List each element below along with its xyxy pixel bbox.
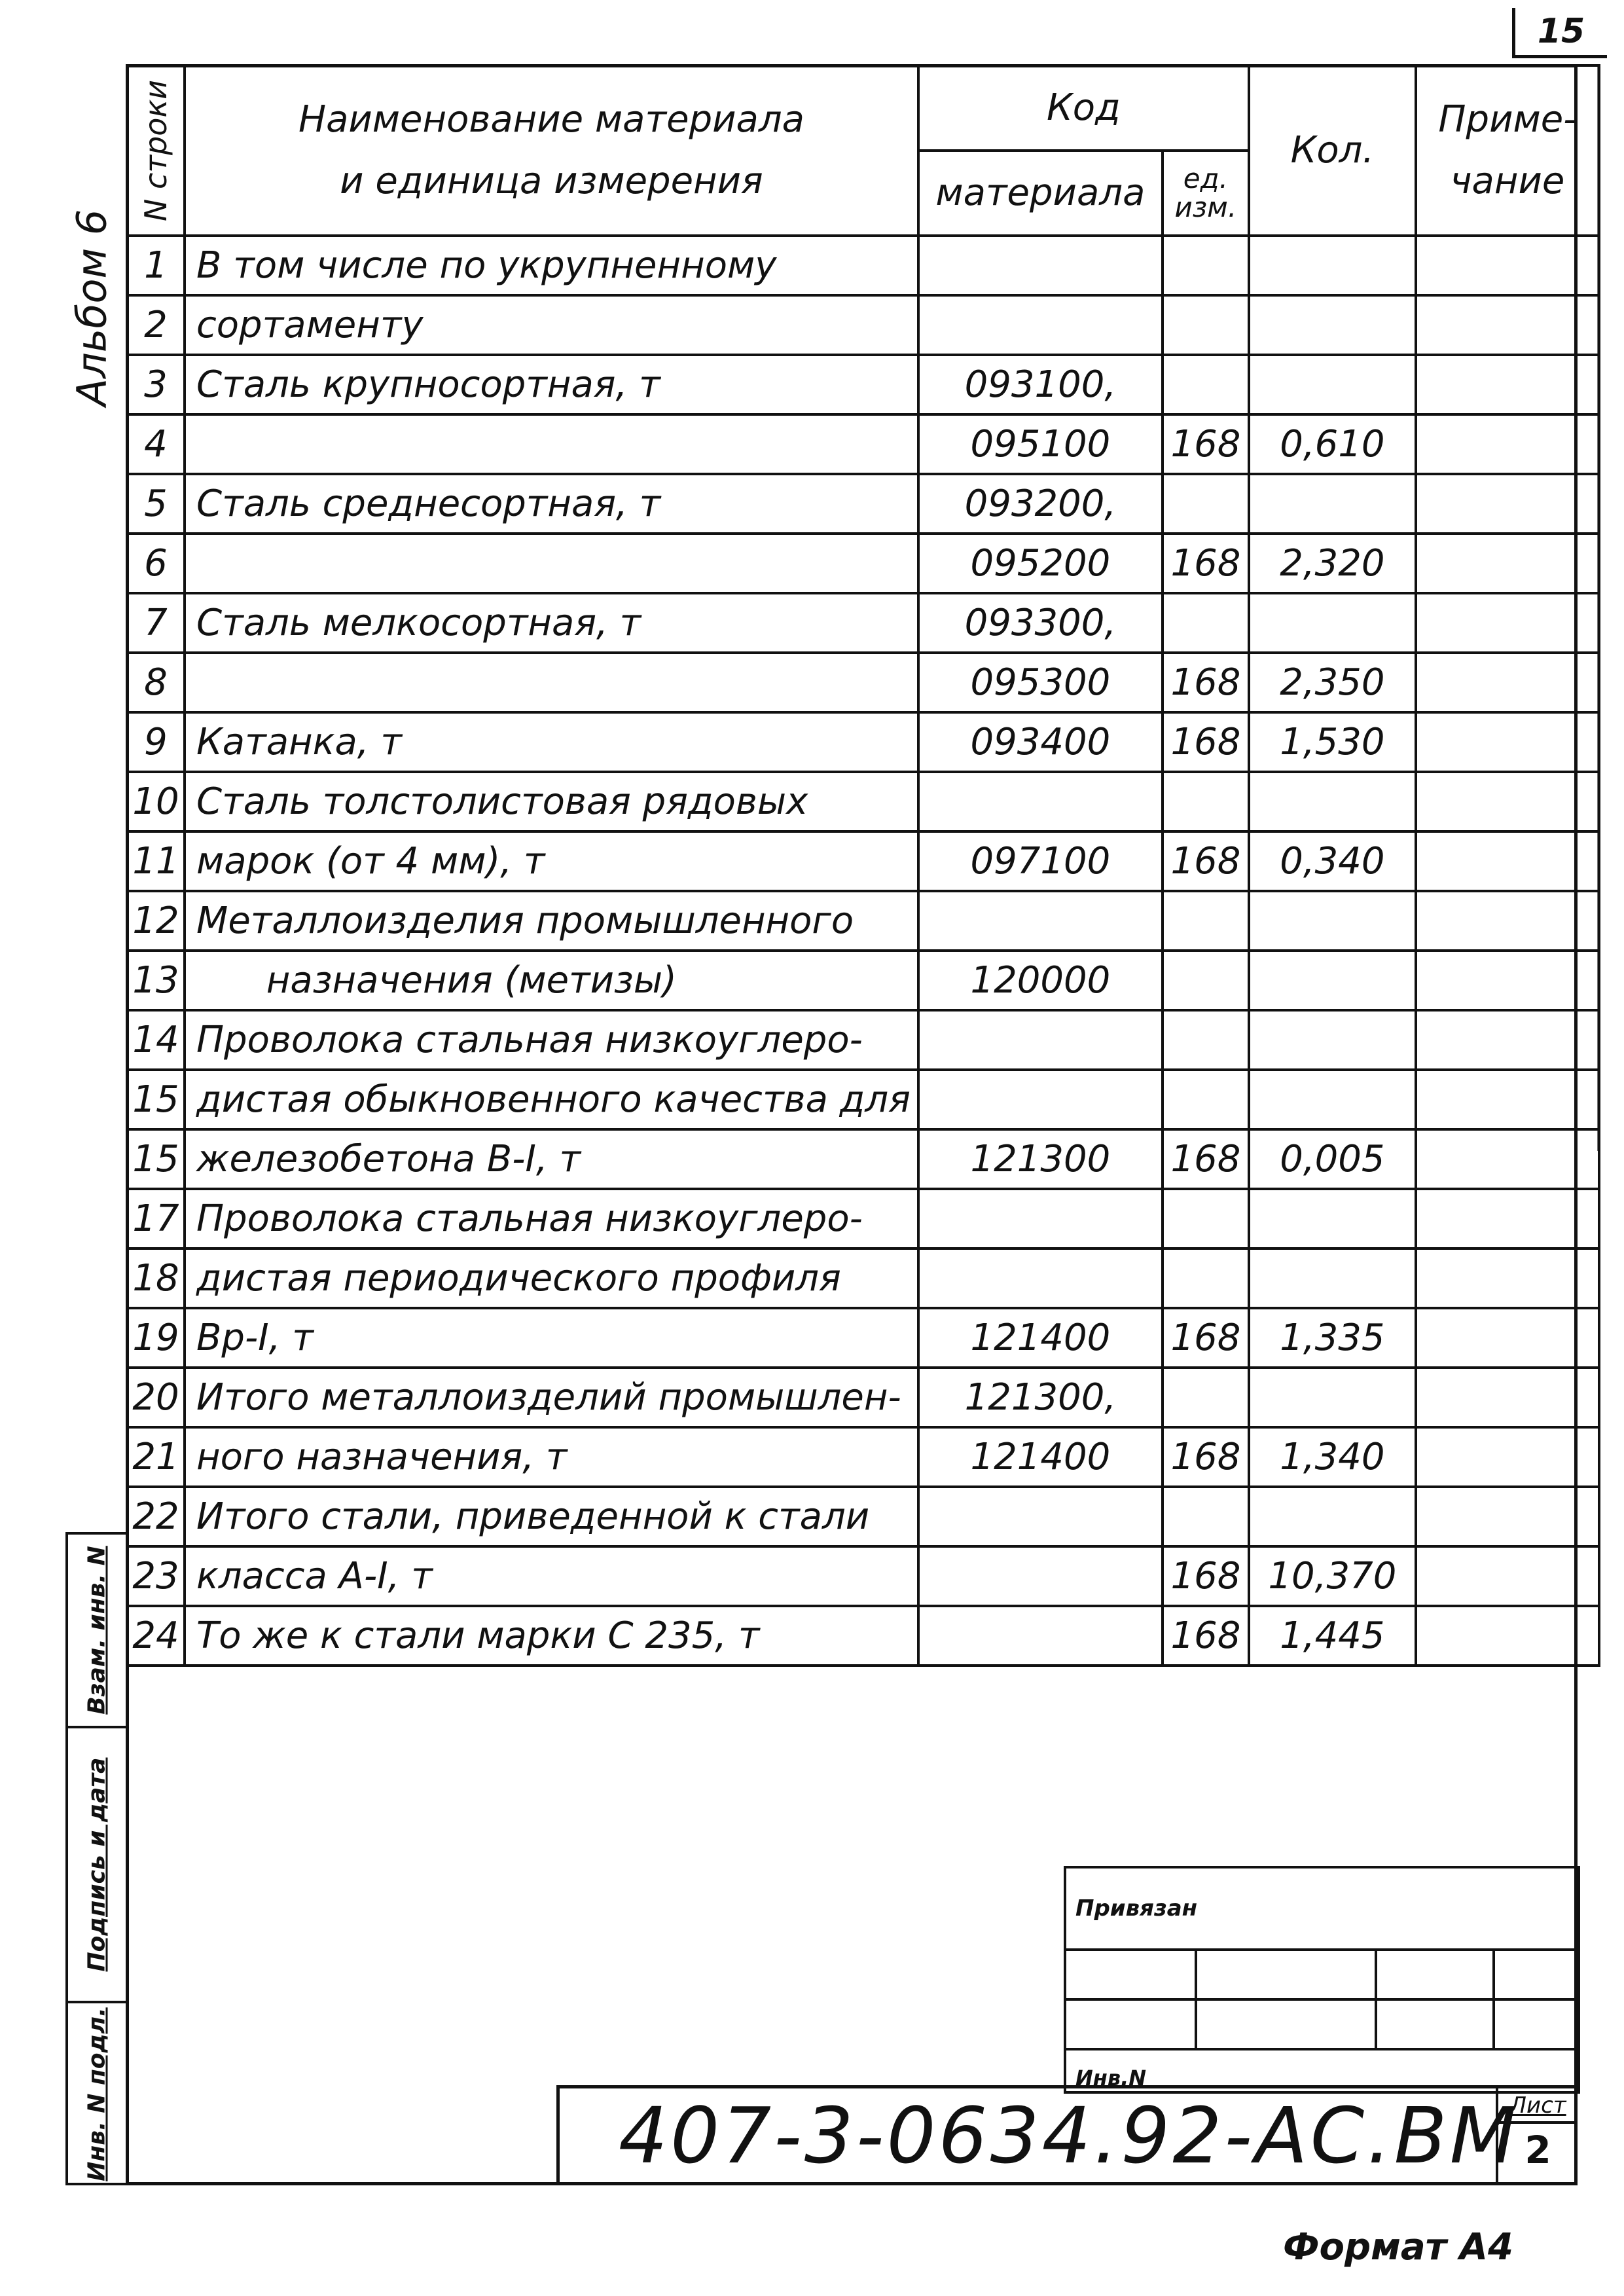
row-number: 15 <box>127 1070 185 1129</box>
unit-code <box>1163 1189 1249 1248</box>
material-code: 095200 <box>918 534 1163 593</box>
unit-code: 168 <box>1163 1427 1249 1487</box>
header-row-number <box>127 65 185 236</box>
table-row <box>127 1487 1599 1546</box>
row-number: 23 <box>127 1546 185 1606</box>
unit-code <box>1163 295 1249 355</box>
material-code: 120000 <box>918 951 1163 1010</box>
quantity: 0,340 <box>1249 831 1416 891</box>
table-row <box>127 1248 1599 1308</box>
material-code <box>918 295 1163 355</box>
material-code: 121400 <box>918 1427 1163 1487</box>
row-number: 4 <box>127 414 185 474</box>
material-code: 095300 <box>918 653 1163 712</box>
material-code <box>918 1546 1163 1606</box>
material-name: сортаменту <box>185 295 918 355</box>
material-code: 093300, <box>918 593 1163 653</box>
unit-code: 168 <box>1163 1546 1249 1606</box>
unit-code <box>1163 1070 1249 1129</box>
material-name: Сталь крупносортная, т <box>185 355 918 414</box>
row-number: 12 <box>127 891 185 951</box>
note <box>1416 1010 1599 1070</box>
note <box>1416 1189 1599 1248</box>
quantity <box>1249 474 1416 534</box>
note <box>1416 1606 1599 1666</box>
stamp-cell <box>1196 1999 1376 2049</box>
table-row <box>127 712 1599 772</box>
header-unit: ед. изм. <box>1163 151 1249 236</box>
row-number: 2 <box>127 295 185 355</box>
row-number: 19 <box>127 1308 185 1368</box>
unit-code <box>1163 772 1249 831</box>
table-row <box>127 1129 1599 1189</box>
unit-code: 168 <box>1163 653 1249 712</box>
material-name <box>185 653 918 712</box>
row-number: 22 <box>127 1487 185 1546</box>
note <box>1416 355 1599 414</box>
unit-code: 168 <box>1163 1308 1249 1368</box>
format-label: Формат А4 <box>1283 2226 1513 2269</box>
material-code: 121300 <box>918 1129 1163 1189</box>
album-label <box>65 196 118 419</box>
table-row <box>127 1427 1599 1487</box>
quantity <box>1249 355 1416 414</box>
note <box>1416 1070 1599 1129</box>
table-row <box>127 772 1599 831</box>
strip-vzam <box>68 1535 126 1728</box>
strip-vzam-text: Взам. инв. N <box>83 1546 111 1715</box>
unit-code <box>1163 1010 1249 1070</box>
material-name: Сталь толстолистовая рядовых <box>185 772 918 831</box>
material-code <box>918 236 1163 295</box>
row-number: 10 <box>127 772 185 831</box>
material-name: То же к стали марки С 235, т <box>185 1606 918 1666</box>
strip-inv-text: Инв. N подл. <box>83 2007 111 2181</box>
quantity: 10,370 <box>1249 1546 1416 1606</box>
row-number: 13 <box>127 951 185 1010</box>
unit-code <box>1163 1368 1249 1427</box>
note <box>1416 831 1599 891</box>
table-row <box>127 1368 1599 1427</box>
material-code: 121300, <box>918 1368 1163 1427</box>
document-code: 407-3-0634.92-АС.ВМ <box>619 2090 1519 2181</box>
note <box>1416 1129 1599 1189</box>
strip-inv <box>68 2003 126 2185</box>
table-row <box>127 1189 1599 1248</box>
row-number: 21 <box>127 1427 185 1487</box>
note <box>1416 295 1599 355</box>
left-stamp-strip <box>65 1532 126 2185</box>
material-name: Проволока стальная низкоуглеро- <box>185 1010 918 1070</box>
note <box>1416 534 1599 593</box>
table-row <box>127 295 1599 355</box>
album-label-text: Альбом 6 <box>67 209 116 407</box>
unit-code <box>1163 236 1249 295</box>
note <box>1416 1308 1599 1368</box>
table-row <box>127 1308 1599 1368</box>
header-row-number-text: N строки <box>138 79 173 222</box>
quantity <box>1249 951 1416 1010</box>
note <box>1416 891 1599 951</box>
material-code: 093100, <box>918 355 1163 414</box>
material-name: В том числе по укрупненному <box>185 236 918 295</box>
material-code: 097100 <box>918 831 1163 891</box>
quantity: 2,320 <box>1249 534 1416 593</box>
table-row <box>127 1606 1599 1666</box>
row-number: 3 <box>127 355 185 414</box>
quantity <box>1249 772 1416 831</box>
stamp-cell <box>1494 1950 1579 1999</box>
material-name <box>185 414 918 474</box>
material-name: железобетона В-I, т <box>185 1129 918 1189</box>
material-code: 093200, <box>918 474 1163 534</box>
quantity: 1,445 <box>1249 1606 1416 1666</box>
material-code: 093400 <box>918 712 1163 772</box>
note <box>1416 414 1599 474</box>
unit-code <box>1163 891 1249 951</box>
quantity <box>1249 891 1416 951</box>
header-note-line2: чание <box>1450 160 1565 202</box>
quantity <box>1249 236 1416 295</box>
row-number: 7 <box>127 593 185 653</box>
row-number: 11 <box>127 831 185 891</box>
row-number: 5 <box>127 474 185 534</box>
quantity <box>1249 1248 1416 1308</box>
header-note <box>1416 65 1599 236</box>
stamp-privyazan: Привязан <box>1065 1867 1579 1950</box>
material-name: Сталь мелкосортная, т <box>185 593 918 653</box>
material-code <box>918 1487 1163 1546</box>
unit-code <box>1163 1487 1249 1546</box>
material-name: класса А-I, т <box>185 1546 918 1606</box>
material-name: Катанка, т <box>185 712 918 772</box>
table-row <box>127 891 1599 951</box>
unit-code <box>1163 593 1249 653</box>
table-row <box>127 355 1599 414</box>
note <box>1416 772 1599 831</box>
table-row <box>127 1010 1599 1070</box>
stamp-cell <box>1065 1950 1196 1999</box>
material-name <box>185 534 918 593</box>
material-name: Итого стали, приведенной к стали <box>185 1487 918 1546</box>
material-name: дистая обыкновенного качества для <box>185 1070 918 1129</box>
header-name-line2: и единица измерения <box>340 160 763 202</box>
row-number: 1 <box>127 236 185 295</box>
binding-stamp <box>1064 1866 1580 2094</box>
header-code: Код <box>918 65 1249 151</box>
row-number: 14 <box>127 1010 185 1070</box>
note <box>1416 712 1599 772</box>
note <box>1416 593 1599 653</box>
row-number: 6 <box>127 534 185 593</box>
table-row <box>127 1070 1599 1129</box>
row-number: 8 <box>127 653 185 712</box>
note <box>1416 1487 1599 1546</box>
stamp-cell <box>1376 1999 1494 2049</box>
stamp-cell <box>1494 1999 1579 2049</box>
sheet-label: Лист <box>1509 2092 1566 2119</box>
material-name: Металлоизделия промышленного <box>185 891 918 951</box>
table-row <box>127 534 1599 593</box>
unit-code <box>1163 474 1249 534</box>
quantity: 1,340 <box>1249 1427 1416 1487</box>
material-code <box>918 1606 1163 1666</box>
material-code <box>918 1010 1163 1070</box>
unit-code: 168 <box>1163 414 1249 474</box>
row-number: 17 <box>127 1189 185 1248</box>
quantity <box>1249 1070 1416 1129</box>
unit-code: 168 <box>1163 1606 1249 1666</box>
note <box>1416 474 1599 534</box>
strip-podpis <box>68 1728 126 2003</box>
quantity: 0,610 <box>1249 414 1416 474</box>
material-name: Итого металлоизделий промышлен- <box>185 1368 918 1427</box>
material-code <box>918 891 1163 951</box>
quantity: 0,005 <box>1249 1129 1416 1189</box>
quantity <box>1249 593 1416 653</box>
quantity <box>1249 1010 1416 1070</box>
note <box>1416 951 1599 1010</box>
material-name: ного назначения, т <box>185 1427 918 1487</box>
material-name: Вр-I, т <box>185 1308 918 1368</box>
material-name: дистая периодического профиля <box>185 1248 918 1308</box>
quantity <box>1249 1487 1416 1546</box>
header-material: материала <box>918 151 1163 236</box>
quantity <box>1249 295 1416 355</box>
material-code: 121400 <box>918 1308 1163 1368</box>
table-row <box>127 593 1599 653</box>
material-code: 095100 <box>918 414 1163 474</box>
note <box>1416 1368 1599 1427</box>
header-name <box>185 65 918 236</box>
sheet-divider <box>1498 2121 1578 2124</box>
material-code <box>918 1189 1163 1248</box>
unit-code <box>1163 951 1249 1010</box>
stamp-cell <box>1065 1999 1196 2049</box>
table-row <box>127 831 1599 891</box>
table-row <box>127 236 1599 295</box>
unit-code: 168 <box>1163 1129 1249 1189</box>
table-row <box>127 474 1599 534</box>
row-number: 18 <box>127 1248 185 1308</box>
unit-code <box>1163 355 1249 414</box>
note <box>1416 1546 1599 1606</box>
table-row <box>127 1546 1599 1606</box>
quantity: 1,335 <box>1249 1308 1416 1368</box>
strip-podpis-text: Подпись и дата <box>83 1757 111 1972</box>
table-row <box>127 951 1599 1010</box>
unit-code <box>1163 1248 1249 1308</box>
note <box>1416 653 1599 712</box>
quantity: 1,530 <box>1249 712 1416 772</box>
unit-code: 168 <box>1163 712 1249 772</box>
page-number: 15 <box>1512 8 1607 58</box>
table-row <box>127 653 1599 712</box>
material-name: марок (от 4 мм), т <box>185 831 918 891</box>
sheet-box <box>1496 2088 1578 2182</box>
stamp-inv-n: Инв.N <box>1065 2049 1579 2092</box>
material-code <box>918 1070 1163 1129</box>
header-qty: Кол. <box>1249 65 1416 236</box>
unit-code: 168 <box>1163 534 1249 593</box>
note <box>1416 236 1599 295</box>
sheet-number: 2 <box>1525 2128 1551 2172</box>
quantity <box>1249 1368 1416 1427</box>
material-code <box>918 1248 1163 1308</box>
note <box>1416 1248 1599 1308</box>
header-note-line1: Приме- <box>1438 98 1577 141</box>
material-spec-table <box>126 64 1600 1667</box>
row-number: 24 <box>127 1606 185 1666</box>
material-name: Проволока стальная низкоуглеро- <box>185 1189 918 1248</box>
stamp-cell <box>1376 1950 1494 1999</box>
row-number: 15 <box>127 1129 185 1189</box>
stamp-cell <box>1196 1950 1376 1999</box>
row-number: 9 <box>127 712 185 772</box>
note <box>1416 1427 1599 1487</box>
material-name: Сталь среднесортная, т <box>185 474 918 534</box>
material-name: назначения (метизы) <box>185 951 918 1010</box>
row-number: 20 <box>127 1368 185 1427</box>
title-block <box>556 2085 1578 2185</box>
quantity: 2,350 <box>1249 653 1416 712</box>
header-name-line1: Наименование материала <box>298 98 804 141</box>
unit-code: 168 <box>1163 831 1249 891</box>
quantity <box>1249 1189 1416 1248</box>
table-row <box>127 414 1599 474</box>
material-code <box>918 772 1163 831</box>
